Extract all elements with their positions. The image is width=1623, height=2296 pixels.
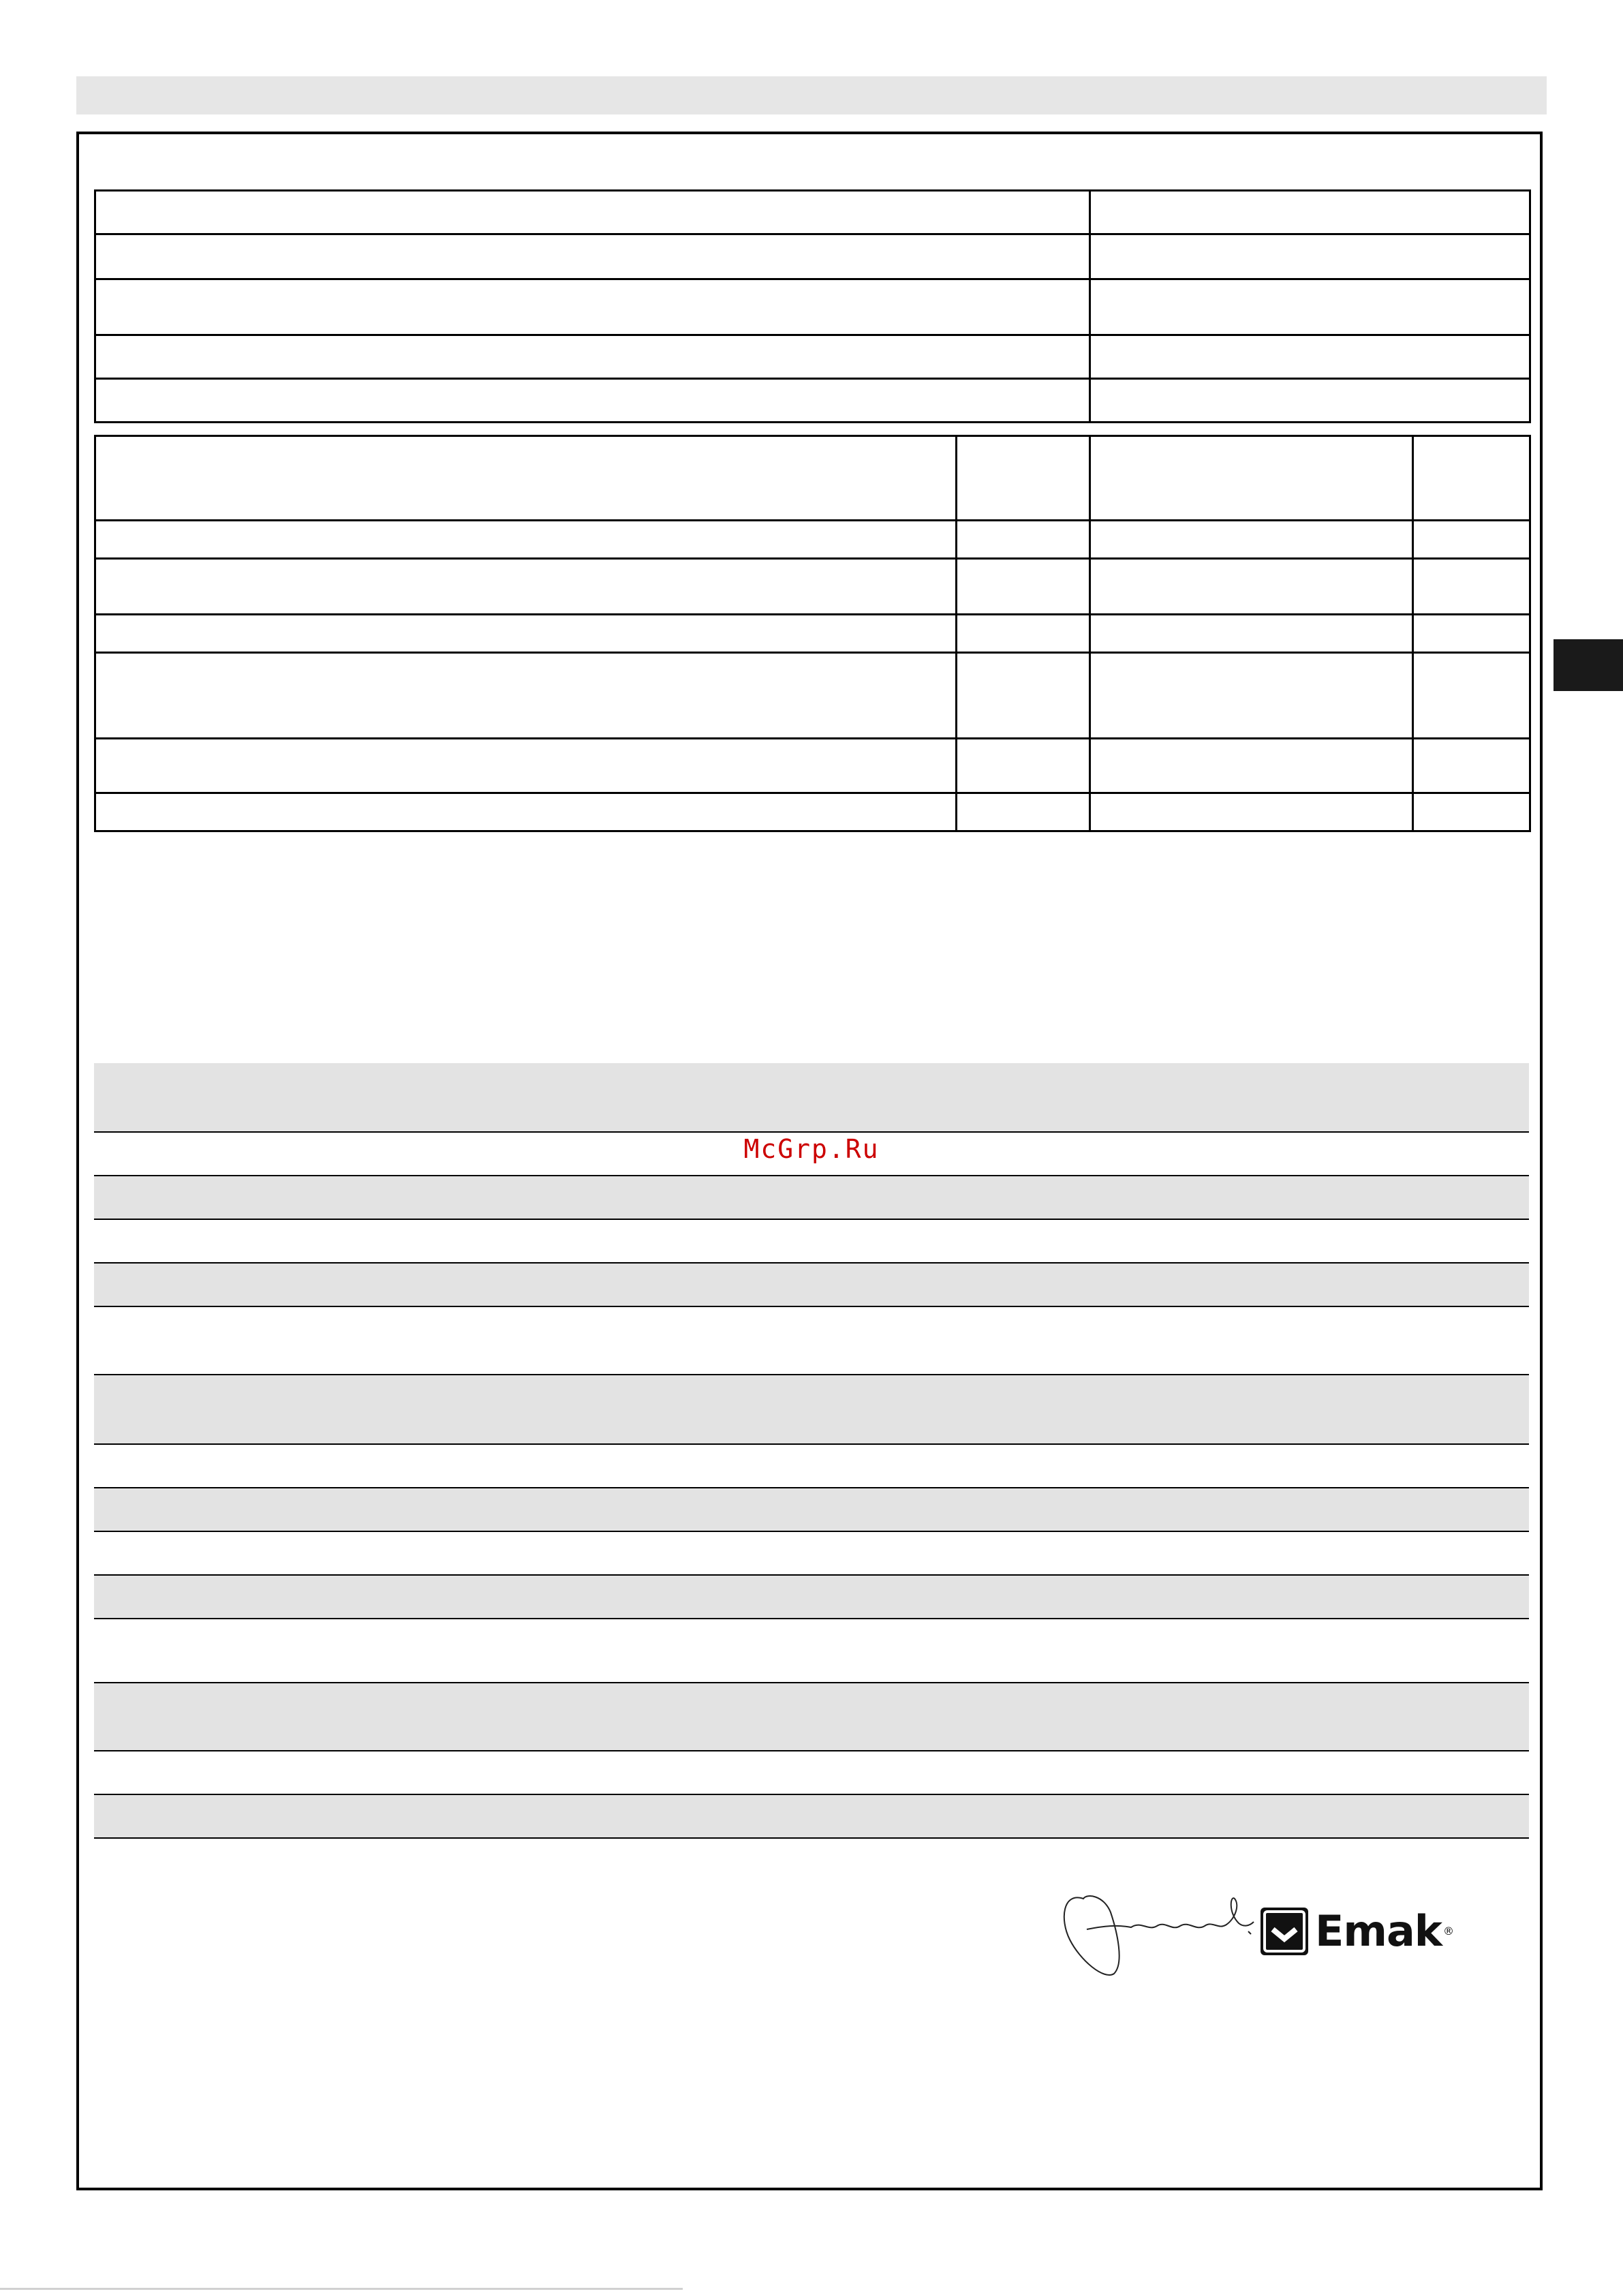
table-cell xyxy=(95,379,1090,423)
table-cell xyxy=(95,559,957,615)
table-cell xyxy=(1090,653,1413,739)
declaration-row xyxy=(94,1619,1529,1683)
table-cell xyxy=(95,335,1090,379)
spec-table-bottom xyxy=(94,435,1531,832)
declaration-row xyxy=(94,1176,1529,1220)
table-cell xyxy=(957,559,1090,615)
table-cell xyxy=(1090,615,1413,653)
table-cell xyxy=(957,793,1090,831)
table-cell xyxy=(957,615,1090,653)
language-side-tab xyxy=(1554,639,1623,691)
table-cell xyxy=(95,653,957,739)
emak-chevron-logo-icon xyxy=(1261,1908,1308,1955)
table-cell xyxy=(95,234,1090,279)
table-cell xyxy=(95,615,957,653)
table-cell xyxy=(1090,793,1413,831)
declaration-row xyxy=(94,1307,1529,1375)
watermark-text: McGrp.Ru xyxy=(743,1134,880,1164)
declaration-row xyxy=(94,1795,1529,1839)
declaration-row xyxy=(94,1220,1529,1264)
table-cell xyxy=(1413,793,1530,831)
footer-rule xyxy=(0,2288,683,2290)
table-cell xyxy=(1413,436,1530,521)
declaration-row xyxy=(94,1488,1529,1532)
table-cell xyxy=(95,521,957,559)
table-cell xyxy=(1413,559,1530,615)
table-cell xyxy=(957,739,1090,793)
table-cell xyxy=(1413,615,1530,653)
declaration-row xyxy=(94,1576,1529,1619)
table-cell xyxy=(957,436,1090,521)
logo-brand-text: Emak xyxy=(1315,1906,1442,1956)
emak-logo xyxy=(1261,1904,1454,1959)
table-cell xyxy=(95,436,957,521)
table-cell xyxy=(1413,653,1530,739)
declaration-row xyxy=(94,1375,1529,1445)
table-cell xyxy=(1090,521,1413,559)
table-cell xyxy=(1090,379,1530,423)
table-cell xyxy=(1090,559,1413,615)
table-cell xyxy=(957,653,1090,739)
declaration-row xyxy=(94,1683,1529,1751)
declaration-row xyxy=(94,1532,1529,1576)
table-cell xyxy=(1413,521,1530,559)
spec-table-top xyxy=(94,189,1531,423)
table-cell xyxy=(1090,335,1530,379)
table-cell xyxy=(95,191,1090,234)
registered-mark: ® xyxy=(1443,1925,1455,1938)
handwritten-signature-icon xyxy=(1056,1878,1261,1987)
table-cell xyxy=(95,793,957,831)
header-bar xyxy=(76,76,1547,114)
table-cell xyxy=(1090,279,1530,335)
table-cell xyxy=(95,279,1090,335)
table-cell xyxy=(1090,234,1530,279)
declaration-row xyxy=(94,1264,1529,1307)
table-cell xyxy=(1090,191,1530,234)
table-cell xyxy=(1090,739,1413,793)
table-cell xyxy=(1090,436,1413,521)
table-cell xyxy=(1413,739,1530,793)
declaration-row xyxy=(94,1063,1529,1133)
table-cell xyxy=(95,739,957,793)
declaration-row xyxy=(94,1751,1529,1795)
declaration-row xyxy=(94,1445,1529,1488)
table-cell xyxy=(957,521,1090,559)
